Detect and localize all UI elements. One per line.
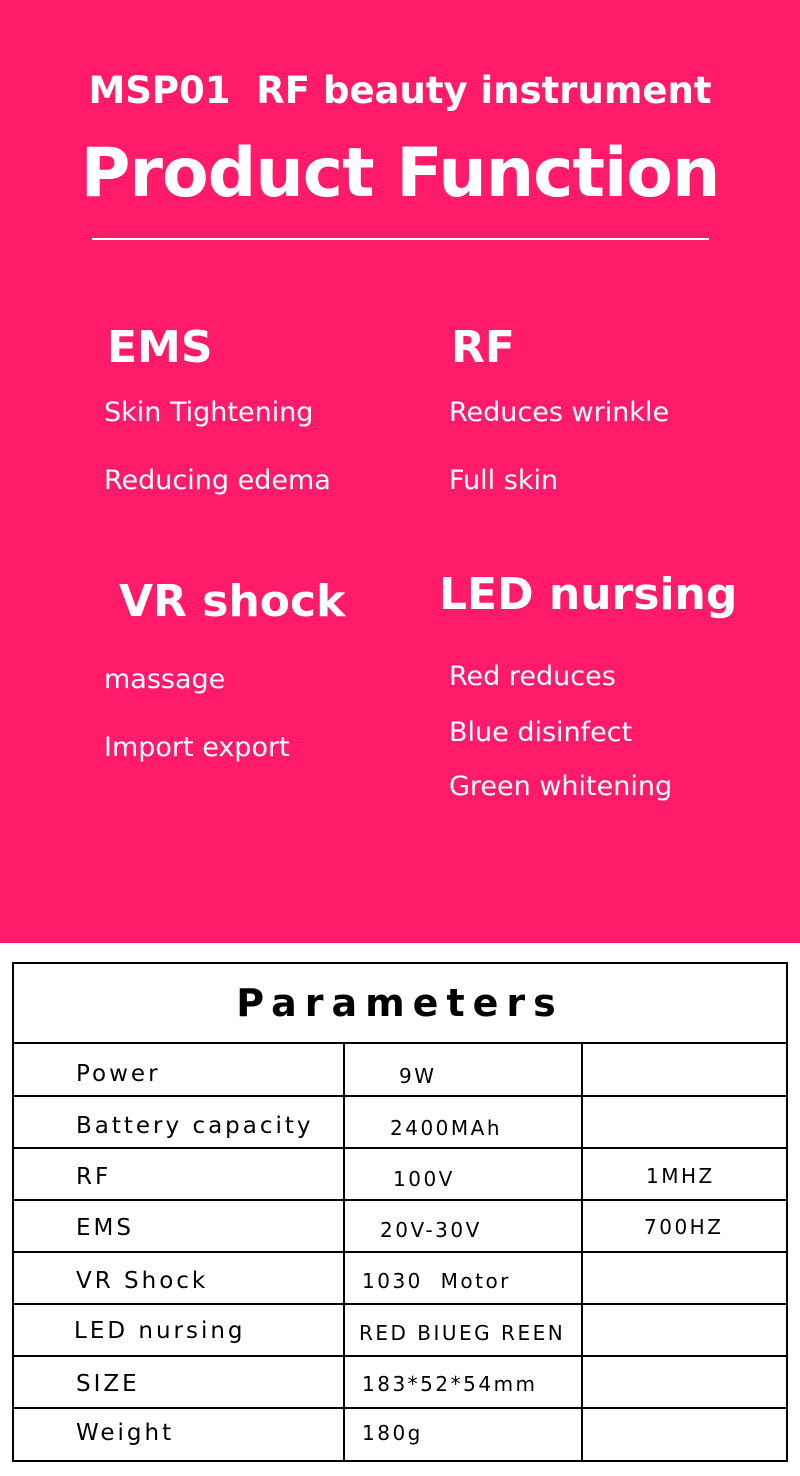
param-value-battery: 2400MAh xyxy=(390,1116,503,1140)
row-divider xyxy=(14,1251,786,1253)
row-divider xyxy=(14,1303,786,1305)
param-extra-rf: 1MHZ xyxy=(646,1164,715,1188)
parameters-title: Parameters xyxy=(14,964,786,1044)
feature-item-led-2: Blue disinfect xyxy=(449,717,633,748)
row-divider xyxy=(14,1407,786,1409)
param-value-ems: 20V-30V xyxy=(380,1218,482,1242)
param-extra-ems: 700HZ xyxy=(644,1215,724,1239)
feature-item-rf-2: Full skin xyxy=(449,465,559,496)
param-label-ems: EMS xyxy=(76,1215,134,1241)
param-label-rf: RF xyxy=(76,1164,112,1190)
param-value-power: 9W xyxy=(399,1064,437,1088)
param-value-weight: 180g xyxy=(362,1421,423,1445)
row-divider xyxy=(14,1199,786,1201)
param-value-vr-shock: 1030 Motor xyxy=(362,1269,511,1293)
param-label-power: Power xyxy=(76,1061,161,1087)
feature-item-rf-1: Reduces wrinkle xyxy=(449,397,670,428)
row-divider xyxy=(14,1355,786,1357)
param-label-weight: Weight xyxy=(76,1420,175,1446)
feature-item-vr-2: Import export xyxy=(104,732,290,763)
title-divider xyxy=(92,238,709,240)
row-divider xyxy=(14,1147,786,1149)
product-subtitle: MSP01 RF beauty instrument xyxy=(88,69,712,112)
row-divider xyxy=(14,1095,786,1097)
feature-heading-ems: EMS xyxy=(107,322,213,373)
feature-item-ems-2: Reducing edema xyxy=(104,465,331,496)
feature-item-vr-1: massage xyxy=(104,664,226,695)
param-value-rf: 100V xyxy=(393,1167,455,1191)
param-label-vr-shock: VR Shock xyxy=(76,1268,209,1294)
feature-item-ems-1: Skin Tightening xyxy=(104,397,314,428)
param-label-battery: Battery capacity xyxy=(76,1113,314,1139)
feature-heading-led-nursing: LED nursing xyxy=(439,569,738,620)
feature-item-led-3: Green whitening xyxy=(449,771,673,802)
feature-heading-rf: RF xyxy=(451,322,515,373)
param-label-led-nursing: LED nursing xyxy=(74,1318,246,1344)
param-value-led-nursing: RED BIUEG REEN xyxy=(359,1321,566,1345)
feature-heading-vr-shock: VR shock xyxy=(119,576,346,627)
page-title: Product Function xyxy=(80,134,720,213)
parameters-table xyxy=(12,962,788,1462)
param-value-size: 183*52*54mm xyxy=(362,1372,538,1396)
param-label-size: SIZE xyxy=(76,1371,140,1397)
feature-item-led-1: Red reduces xyxy=(449,661,616,692)
